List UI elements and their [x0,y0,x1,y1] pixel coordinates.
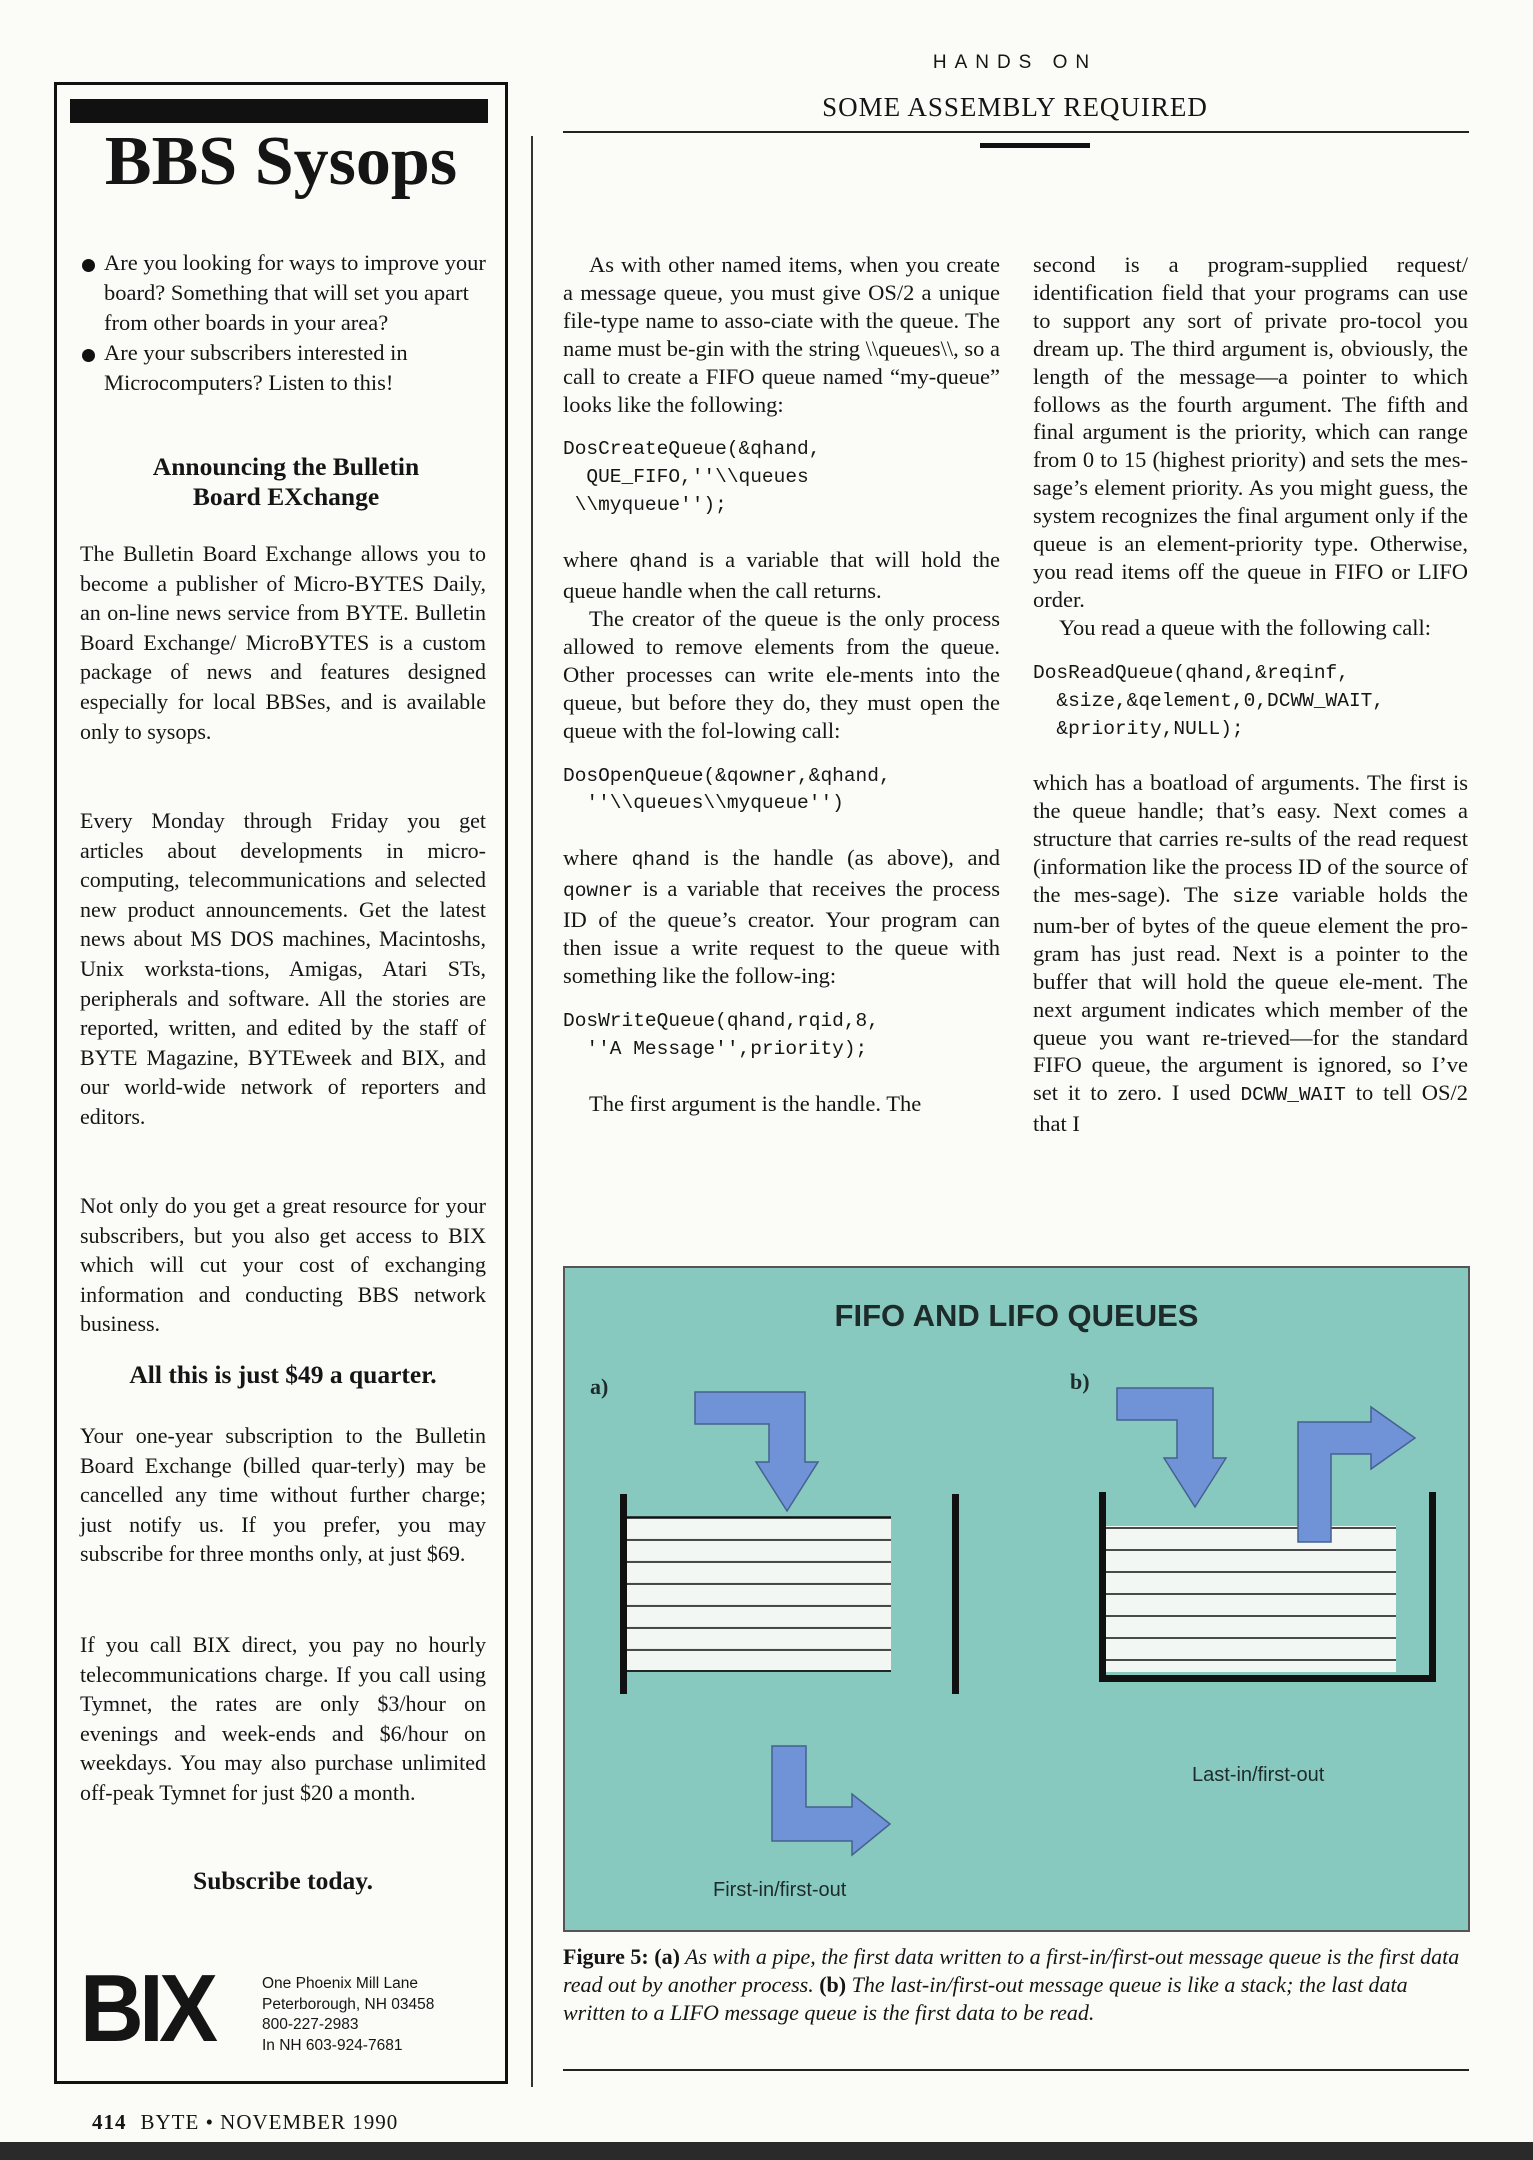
code-block: DosReadQueue(qhand,&reqinf, &size,&qelement,0,DCWW_WAIT, &priority,NULL); [1033,661,1385,740]
ad-title: BBS Sysops [104,123,458,200]
ad-price: All this is just $49 a quarter. [129,1360,437,1389]
inline-code: size [1232,886,1279,909]
figure-label-b: b) [1070,1369,1090,1394]
caption-text-a: As with a pipe, the first data written to a first-in/first-out message queue is the first data read out by another process. [563,1944,1460,1997]
lifo-caption: Last-in/first-out [1192,1764,1325,1786]
ad-paragraph: The Bulletin Board Exchange allows you to become a publisher of Micro-BYTES Daily, an on-line news service from BYTE. Bulletin Board Exchange/ MicroBYTES is a custom package of news and features designed especially for local BBSes, and is available only to sysops. [80,541,486,744]
body-paragraph: where qhand is a variable that will hold the queue handle when the call returns. [563,547,1000,604]
ad-call-to-action: Subscribe today. [193,1866,373,1895]
caption-text-b: The last-in/first-out message queue is like a stack; the last data written to a LIFO message queue is the first data to be read. [563,1972,1408,2025]
body-paragraph: As with other named items, when you create a message queue, you must give OS/2 a unique file-type name to asso-ciate with the queue. The name must be-gin with the string \\queues\\, so a call to create a FIFO queue named “my-queue” looks like the following: [563,252,1000,417]
ad-top-bar [70,99,488,123]
ad-bullet: Are you looking for ways to improve your board? Something that will set you apart from other boards in your area? [80,248,492,338]
ad-bullet-list [80,248,492,398]
page-footer [92,2110,398,2135]
figure-caption [563,1943,1468,2027]
ad-paragraph: If you call BIX direct, you pay no hourly telecommunications charge. If you call using Tymnet, the rates are only $3/hour on evenings and week-ends and $6/hour on weekdays. You may also purchase unlimited off-peak Tymnet for just $20 a month. [80,1632,486,1805]
bottom-rule [563,2069,1469,2071]
page-number: 414 [92,2110,127,2134]
dequeue-arrow-icon [772,1746,890,1855]
article-column-right [1033,251,1468,1138]
lifo-queue [1099,1388,1436,1682]
fifo-queue [620,1392,959,1855]
header-tab-mark [980,143,1090,148]
article-column-left [563,251,1000,1118]
ad-paragraph: Your one-year subscription to the Bulletin Board Exchange (billed quar-terly) may be cancelled any time without further charge; just notify us. If you prefer, you may subscribe for three months only, at just $69. [80,1423,486,1567]
inline-code: qowner [563,880,634,903]
body-paragraph: which has a boatload of arguments. The first is the queue handle; that’s easy. Next comes a structure that carries re-sults of the read request (information like the process ID of the source of the mes-sage). The size variable holds the num-ber of bytes of the queue element the pro-gram has just read. Next is a pointer to the buffer that will hold the queue ele-ment. The next argument indicates which member of the queue you want re-trieved—for the standard FIFO queue, the argument is ignored, so I’ve set it to zero. I used DCWW_WAIT to tell OS/2 that I [1033,770,1468,1137]
figure-label-a: a) [590,1374,609,1399]
code-block: DosOpenQueue(&qowner,&qhand, ''\\queues\\myqueue'') [563,764,891,815]
fifo-caption: First-in/first-out [713,1879,847,1901]
ad-announcement-line: Announcing the Bulletin [152,452,420,481]
body-paragraph: You read a queue with the following call: [1059,614,1432,640]
pop-arrow-icon [1298,1407,1415,1542]
header-rule [563,131,1469,133]
ad-announcement [80,452,492,512]
inline-code: qhand [631,849,691,872]
address-line: One Phoenix Mill Lane [262,1975,418,1992]
body-paragraph: second is a program-supplied request/ identification field that your programs can use to support any sort of private pro-tocol you dream up. The third argument is, obviously, the length of the message—a pointer to which follows as the fourth argument. The fifth and final argument is the priority, which can range from 0 to 15 (highest priority) and sets the mes-sage’s element priority. As you might guess, the system recognizes the final argument only if the queue is an element-priority type. Otherwise, you read items off the queue in FIFO or LIFO order. [1033,252,1468,612]
address-line: In NH 603-924-7681 [262,2036,403,2054]
inline-code: qhand [629,551,688,574]
code-block: DosWriteQueue(qhand,rqid,8, ''A Message'',priority); [563,1009,879,1060]
address-line: Peterborough, NH 03458 [262,1995,435,2013]
bix-logo: BIX [80,1955,214,2062]
ad-paragraph: Not only do you get a great resource for your subscribers, but you also get access to BIX which will cut your cost of exchanging information and conducting BBS network business. [80,1193,486,1337]
body-paragraph: where qhand is the handle (as above), and qowner is a variable that receives the process ID of the queue’s creator. Your program can then issue a write request to the queue with something like the follow-ing: [563,845,1000,988]
code-block: DosCreateQueue(&qhand, QUE_FIFO,''\\queues \\myqueue''); [563,438,821,517]
article-title: SOME ASSEMBLY REQUIRED [822,92,1208,122]
caption-label-b: (b) [819,1972,847,1997]
queue-diagram [563,1266,1470,1932]
enqueue-arrow-icon [695,1392,818,1511]
push-arrow-icon [1117,1388,1226,1507]
scan-edge [0,2142,1533,2160]
address-line: 800-227-2983 [262,2016,359,2033]
bix-address [262,1974,434,2056]
body-paragraph: The creator of the queue is the only process allowed to remove elements from the queue. Other processes can write ele-ments into the queue, but before they do, they must open the queue with the fol-lowing call: [563,605,1000,743]
figure-title: FIFO AND LIFO QUEUES [834,1298,1199,1333]
footer-text: BYTE • NOVEMBER 1990 [140,2110,399,2134]
caption-figure-number: Figure 5: [563,1944,649,1969]
body-paragraph: The first argument is the handle. The [589,1090,922,1116]
section-heading: HANDS ON [932,52,1098,73]
ad-announcement-line: Board EXchange [192,482,380,511]
caption-label-a: (a) [654,1944,680,1969]
ad-bullet: Are your subscribers interested in Microcomputers? Listen to this! [80,338,492,398]
column-rule [531,136,533,2087]
ad-paragraph: Every Monday through Friday you get articles about developments in micro-computing, telecommunications and selected new product announcements. Get the latest news about MS DOS machines, Macintoshs, Unix worksta-tions, Amigas, Atari STs, peripherals and software. All the stories are reported, written, and edited by the staff of BYTE Magazine, BYTEweek and BIX, and our world-wide network of reporters and editors. [80,808,486,1129]
inline-code: DCWW_WAIT [1240,1084,1346,1107]
